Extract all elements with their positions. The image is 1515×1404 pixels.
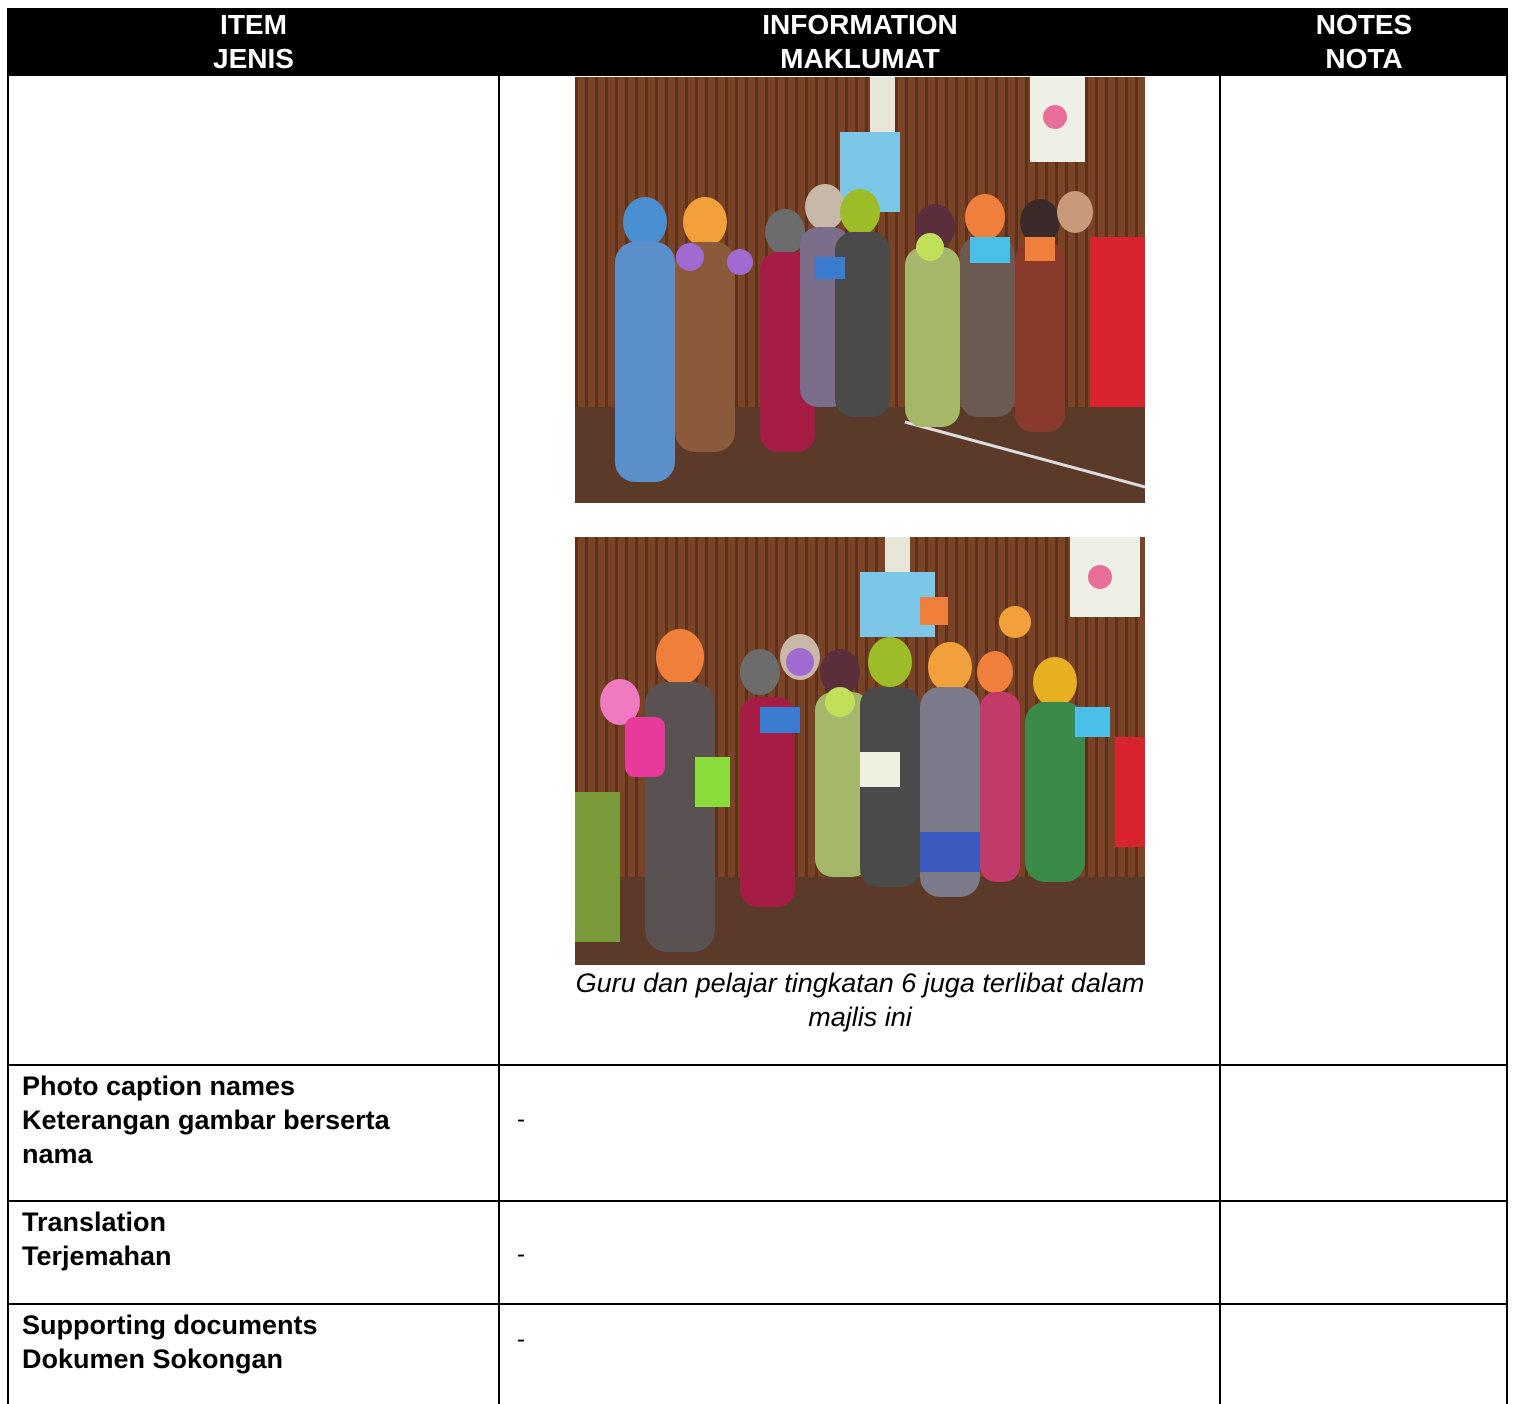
photo-bottom-image	[575, 537, 1145, 965]
row-divider-2	[7, 1200, 1508, 1202]
header-item	[7, 8, 500, 76]
border-left	[7, 76, 9, 1404]
header-item-ms: JENIS	[213, 43, 294, 74]
header-information	[500, 8, 1220, 76]
document-table	[7, 8, 1508, 1404]
row-label-line: Translation	[22, 1207, 167, 1237]
table-header	[7, 8, 1508, 76]
border-col2	[1219, 76, 1221, 1404]
row-label-line: Terjemahan	[22, 1241, 172, 1271]
header-information-ms: MAKLUMAT	[780, 43, 940, 74]
header-notes	[1220, 8, 1508, 76]
row-value-photo-caption-names: -	[517, 1106, 525, 1133]
header-item-en: ITEM	[220, 9, 287, 40]
border-right	[1506, 76, 1508, 1404]
row-label-supporting-documents	[22, 1308, 317, 1376]
photo-caption-line1: Guru dan pelajar tingkatan 6 juga terlibat dalam	[575, 968, 1145, 998]
row-divider-3	[7, 1303, 1508, 1305]
row-label-photo-caption-names	[22, 1069, 390, 1171]
row-label-translation	[22, 1205, 172, 1273]
row-label-line: Dokumen Sokongan	[22, 1344, 284, 1374]
photo-caption-line2: majlis ini	[808, 1002, 912, 1032]
row-label-line: Photo caption names	[22, 1071, 296, 1101]
header-information-en: INFORMATION	[762, 9, 958, 40]
header-notes-ms: NOTA	[1325, 43, 1403, 74]
group-photo-top	[575, 77, 1145, 503]
header-notes-en: NOTES	[1315, 9, 1413, 40]
row-divider-1	[7, 1064, 1508, 1066]
row-value-supporting-documents: -	[517, 1326, 525, 1353]
photo-caption	[500, 966, 1220, 1034]
row-label-line: Supporting documents	[22, 1310, 318, 1340]
row-label-line: Keterangan gambar berserta	[22, 1105, 390, 1135]
row-label-line: nama	[22, 1139, 93, 1169]
border-col1	[498, 76, 500, 1404]
row-value-translation: -	[517, 1241, 525, 1268]
photo-top-image	[575, 77, 1145, 503]
group-photo-bottom	[575, 537, 1145, 965]
